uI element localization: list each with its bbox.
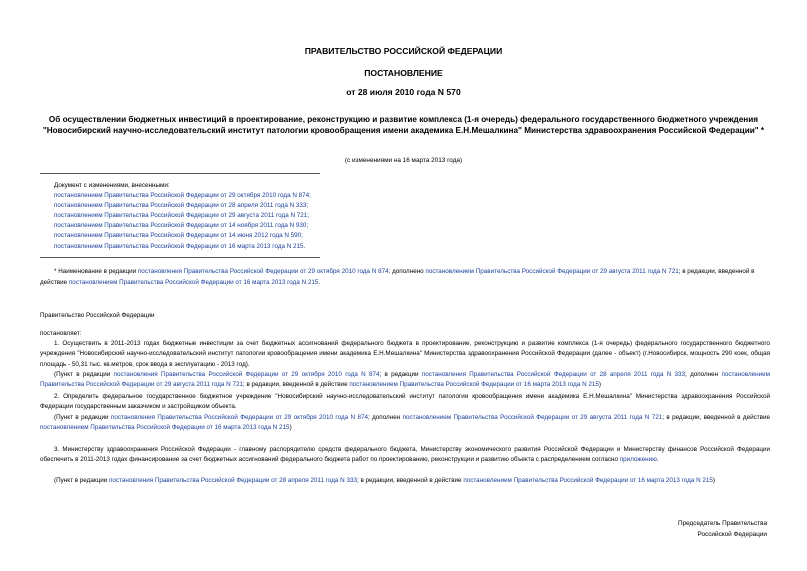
- footnote-text: ; в редакции, введенной в действие: [40, 268, 755, 286]
- note-link[interactable]: постановлением Правительства Российской Федерации от 29 августа 2011 года N 721: [402, 414, 663, 421]
- note-link[interactable]: постановления Правительства Российской Федерации от 29 октября 2010 года N 874: [113, 371, 380, 378]
- amendment-link[interactable]: постановлением Правительства Российской Федерации от 28 апреля 2011 года N 333;: [54, 202, 309, 210]
- appendix-link[interactable]: приложению: [619, 456, 657, 464]
- amendments-block: [54, 181, 311, 252]
- note-text: ; в редакции: [379, 371, 422, 378]
- note-text: ; дополнен: [367, 414, 403, 421]
- note-link[interactable]: постановления Правительства Российской Федерации от 29 октября 2010 года N 874: [110, 414, 368, 421]
- note-text: ; в редакции, введенной в действие: [356, 477, 464, 484]
- footnote-link[interactable]: постановлением Правительства Российской Федерации от 29 августа 2011 года N 721: [425, 268, 679, 275]
- note-text: ; дополнен: [685, 371, 722, 378]
- paragraph-text: 3. Министерству здравоохранения Российской Федерации - главному распорядителю средств федерального бюджета, Министерству экономического развития Российской Федерации и Министерству финансов Российской Федерации обеспечить в 2011-2013 годах финансирование за счет бюджетных ассигнований федерального бюджета работ по проектированию, реконструкции и развитию объекта с распределением согласно: [40, 446, 770, 464]
- note-link[interactable]: постановления Правительства Российской Федерации от 28 апреля 2011 года N 333: [421, 371, 686, 378]
- footnote-text: * Наименование в редакции: [54, 268, 138, 275]
- note-link[interactable]: постановления Правительства Российской Федерации от 28 апреля 2011 года N 333: [109, 477, 357, 484]
- paragraph-3: [40, 445, 770, 466]
- paragraph-2: 2. Определить федеральное государственное бюджетное учреждение "Новосибирский научно-исследовательский институт патологии кровообращения имени академика Е.Н.Мешалкина" Министерства здравоохранения Российской Федерации государственным заказчиком и застройщиком объекта.: [40, 393, 770, 411]
- revision-note: (с изменениями на 16 марта 2013 года): [344, 157, 463, 164]
- note-text: ; в редакции, введенной в действие: [662, 414, 770, 421]
- note-text: ): [712, 477, 715, 484]
- government-heading: ПРАВИТЕЛЬСТВО РОССИЙСКОЙ ФЕДЕРАЦИИ: [304, 46, 503, 56]
- paragraph-1-note: [40, 370, 770, 391]
- paragraph-text: .: [656, 456, 659, 464]
- note-text: (Пункт в редакции: [54, 414, 111, 421]
- note-text: ): [289, 424, 292, 432]
- amendment-link[interactable]: постановлением Правительства Российской Федерации от 29 августа 2011 года N 721;: [54, 212, 310, 220]
- note-link[interactable]: постановлением Правительства Российской Федерации от 29 августа 2011 года N 721: [40, 371, 770, 389]
- note-text: ; в редакции, введенной в действие: [242, 381, 350, 389]
- doc-type-heading: ПОСТАНОВЛЕНИЕ: [364, 68, 443, 78]
- paragraph-3-note: [40, 476, 770, 486]
- document-title: Об осуществлении бюджетных инвестиций в проектирование, реконструкцию и развитие комплекса (1-я очередь) федерального государственного бюджетного учреждения "Новосибирский научно-исследовательский институт патологии кровообращения имени академика Е.Н.Мешалкина" Министерства здравоохранения Российской Федерации" *: [42, 115, 765, 135]
- footnote-text: .: [318, 278, 321, 286]
- signature-block: [678, 518, 767, 540]
- divider: [40, 173, 320, 174]
- signature-title: Председатель Правительства: [678, 520, 767, 527]
- footnote-text: ; дополнено: [388, 268, 426, 275]
- amendment-link[interactable]: постановлением Правительства Российской Федерации от 14 июня 2012 года N 590;: [54, 232, 303, 240]
- amendment-link[interactable]: постановлением Правительства Российской Федерации от 14 ноября 2011 года N 930;: [54, 222, 309, 230]
- note-link[interactable]: постановлением Правительства Российской Федерации от 16 марта 2013 года N 215: [463, 477, 713, 484]
- note-text: (Пункт в редакции: [54, 477, 109, 484]
- paragraph-2-note: [40, 413, 770, 434]
- note-link[interactable]: постановлением Правительства Российской Федерации от 16 марта 2013 года N 215: [40, 424, 290, 432]
- date-number-heading: от 28 июля 2010 года N 570: [346, 87, 461, 97]
- note-link[interactable]: постановлением Правительства Российской Федерации от 16 марта 2013 года N 215: [349, 381, 599, 389]
- signature-org: Российской Федерации: [697, 531, 767, 538]
- amendment-link[interactable]: постановлением Правительства Российской Федерации от 16 марта 2013 года N 215.: [54, 242, 306, 250]
- amendment-link[interactable]: постановлением Правительства Российской Федерации от 29 октября 2010 года N 874;: [54, 192, 311, 200]
- government-line: Правительство Российской Федерации: [40, 312, 155, 319]
- note-text: ): [598, 381, 601, 389]
- amendments-label: Документ с изменениями, внесенными:: [54, 182, 170, 189]
- footnote-link[interactable]: постановлением Правительства Российской Федерации от 16 марта 2013 года N 215: [68, 278, 319, 286]
- footnote-link[interactable]: постановления Правительства Российской Федерации от 29 октября 2010 года N 874: [137, 268, 389, 275]
- paragraph-1: 1. Осуществить в 2011-2013 годах бюджетные инвестиции за счет бюджетных ассигнований федерального бюджета в проектирование, реконструкцию и развитие комплекса (1-я очередь) федерального государственного бюджетного учреждения "Новосибирский научно-исследовательский институт патологии кровообращения имени академика Е.Н.Мешалкина" Министерства здравоохранения Российской Федерации (далее - объект) (г.Новосибирск, мощность 290 коек, общая площадь - 50,31 тыс. кв.метров, срок ввода в эксплуатацию - 2013 год).: [40, 340, 770, 368]
- decides-line: постановляет:: [40, 330, 82, 337]
- divider: [40, 257, 320, 258]
- note-text: (Пункт в редакции: [54, 371, 114, 378]
- title-footnote: [40, 267, 770, 288]
